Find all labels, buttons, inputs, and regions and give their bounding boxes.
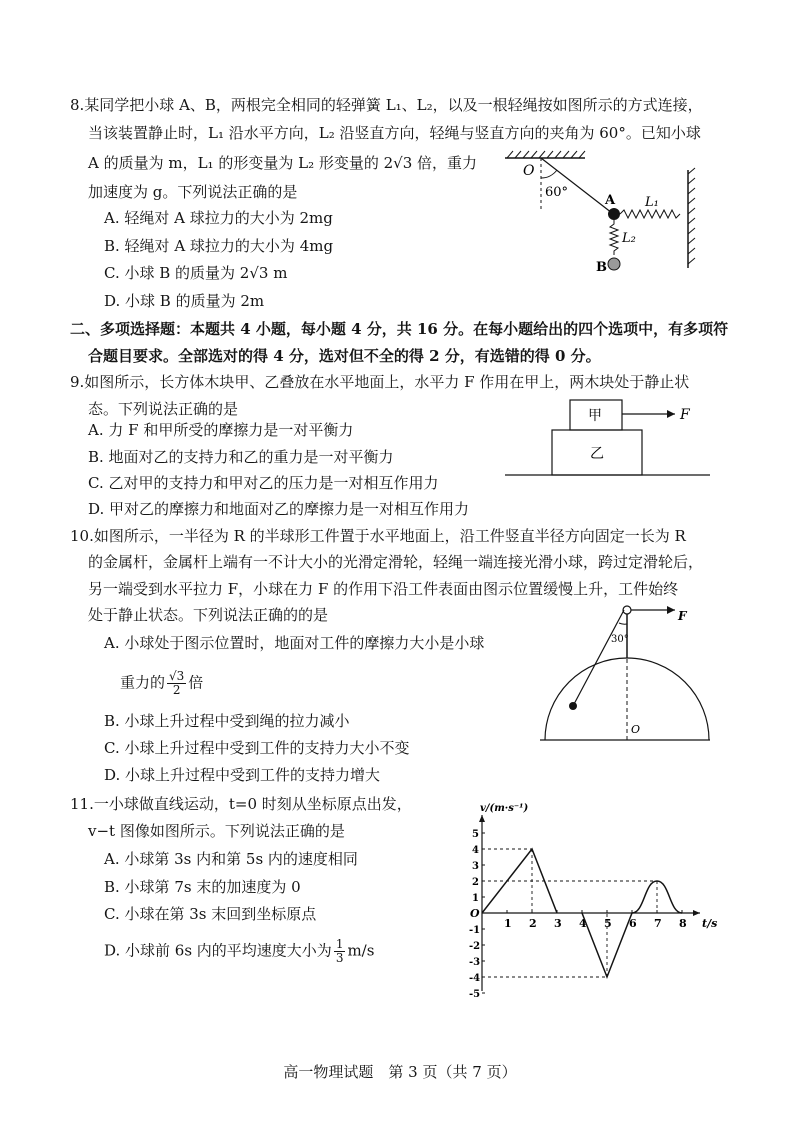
q9-stem-line1: 9.如图所示，长方体木块甲、乙叠放在水平地面上，水平力 F 作用在甲上，两木块处于静止状	[70, 373, 690, 391]
q11-option-a[interactable]: A. 小球第 3s 内和第 5s 内的速度相同	[104, 850, 358, 868]
q11-vt-chart	[450, 803, 718, 1018]
q9-option-a[interactable]: A. 力 F 和甲所受的摩擦力是一对平衡力	[88, 421, 354, 439]
q11-stem-line1: 11.一小球做直线运动，t=0 时刻从坐标原点出发，	[70, 795, 412, 813]
x-axis-arrow	[693, 910, 700, 916]
q10-fraction-denominator: 2	[172, 683, 181, 697]
q8-ball-b	[608, 258, 620, 270]
q8-label-b: B	[596, 260, 607, 275]
x-tick-label: 7	[654, 917, 662, 930]
x-tick-label: 1	[504, 917, 512, 930]
x-tick-label: 4	[579, 917, 587, 930]
q9-label-force: F	[680, 407, 690, 423]
q8-option-a[interactable]: A. 轻绳对 A 球拉力的大小为 2mg	[104, 209, 333, 227]
q11-fraction-denominator: 3	[335, 951, 344, 965]
q9-figure	[500, 395, 715, 485]
q8-option-d[interactable]: D. 小球 B 的质量为 2m	[104, 292, 265, 310]
q8-figure	[495, 150, 710, 280]
q10-option-d[interactable]: D. 小球上升过程中受到工件的支持力增大	[104, 766, 381, 784]
x-tick-label: 6	[629, 917, 637, 930]
y-tick-label: 4	[472, 845, 479, 856]
y-tick-label: 3	[472, 861, 479, 872]
q10-option-b[interactable]: B. 小球上升过程中受到绳的拉力减小	[104, 712, 350, 730]
q10-ball	[569, 702, 577, 710]
q8-label-l2: L₂	[622, 231, 636, 246]
y-tick-label: -2	[469, 941, 481, 952]
q10-option-c[interactable]: C. 小球上升过程中受到工件的支持力大小不变	[104, 739, 410, 757]
q10-hemisphere	[545, 658, 709, 740]
q9-option-c[interactable]: C. 乙对甲的支持力和甲对乙的压力是一对相互作用力	[88, 474, 439, 492]
y-tick-label: 2	[472, 877, 479, 888]
q11-option-d-prefix: D. 小球前 6s 内的平均速度大小为	[104, 941, 332, 960]
series-line-3	[632, 881, 682, 913]
chart-x-axis-label: t/s	[702, 917, 718, 930]
y-tick-label: -1	[469, 925, 481, 936]
x-tick-label: 5	[604, 917, 612, 930]
x-tick-label: 3	[554, 917, 562, 930]
q8-stem-line2: 当该装置静止时，L₁ 沿水平方向，L₂ 沿竖直方向，轻绳与竖直方向的夹角为 60°。已知小球	[88, 124, 701, 142]
q10-pulley	[623, 606, 631, 614]
q11-option-b[interactable]: B. 小球第 7s 末的加速度为 0	[104, 878, 301, 896]
section-2-heading-line1: 二、多项选择题：本题共 4 小题，每小题 4 分，共 16 分。在每小题给出的四个选项中，有多项符	[70, 320, 729, 338]
q11-fraction	[334, 938, 346, 965]
q9-label-bottom: 乙	[590, 446, 604, 462]
q8-label-a: A	[605, 193, 616, 208]
x-tick-label: 8	[679, 917, 687, 930]
q10-stem-line2: 的金属杆，金属杆上端有一不计大小的光滑定滑轮，轻绳一端连接光滑小球，跨过定滑轮后，	[88, 553, 704, 571]
q11-option-d[interactable]	[104, 938, 374, 965]
chart-y-axis-label: v/(m·s⁻¹)	[480, 803, 529, 814]
q10-option-a-prefix: 重力的	[120, 673, 166, 692]
q9-stem-line2: 态。下列说法正确的是	[88, 400, 239, 418]
q11-fraction-numerator: 1	[335, 937, 344, 951]
q11-stem-line2: v−t 图像如图所示。下列说法正确的是	[88, 822, 345, 840]
q8-ball-a	[608, 208, 620, 220]
y-tick-label: 1	[472, 893, 479, 904]
q10-option-a-line1[interactable]: A. 小球处于图示位置时，地面对工件的摩擦力大小是小球	[104, 634, 485, 652]
q8-label-o: O	[523, 163, 535, 179]
q10-label-force: F	[678, 609, 687, 623]
q10-stem-line3: 另一端受到水平拉力 F，小球在力 F 的作用下沿工件表面由图示位置缓慢上升，工件始终	[88, 580, 679, 598]
q10-figure	[535, 600, 710, 745]
chart-ticks	[469, 829, 687, 1000]
q8-option-b[interactable]: B. 轻绳对 A 球拉力的大小为 4mg	[104, 237, 334, 255]
y-tick-label: -5	[469, 989, 481, 1000]
q9-option-b[interactable]: B. 地面对乙的支持力和乙的重力是一对平衡力	[88, 448, 394, 466]
q10-option-a-suffix: 倍	[188, 673, 204, 692]
section-2-heading-line2: 合题目要求。全部选对的得 4 分，选对但不全的得 2 分，有选错的得 0 分。	[88, 347, 601, 365]
q10-fraction-numerator: √3	[169, 669, 185, 683]
page-footer: 高一物理试题 第 3 页（共 7 页）	[283, 1063, 517, 1081]
q9-option-d[interactable]: D. 甲对乙的摩擦力和地面对乙的摩擦力是一对相互作用力	[88, 500, 470, 518]
q10-label-angle: 30°	[611, 634, 629, 645]
y-tick-label: 5	[472, 829, 479, 840]
q8-stem-line1: 8.某同学把小球 A、B，两根完全相同的轻弹簧 L₁、L₂，以及一根轻绳按如图所示的方式连接，	[70, 96, 703, 114]
y-axis-arrow	[479, 815, 485, 822]
y-tick-label: -3	[469, 957, 481, 968]
q10-stem-line4: 处于静止状态。下列说法正确的的是	[88, 606, 329, 624]
q10-stem-line1: 10.如图所示，一半径为 R 的半球形工件置于水平地面上，沿工件竖直半径方向固定一长为 R	[70, 527, 686, 545]
y-tick-label: -4	[469, 973, 481, 984]
q8-label-l1: L₁	[645, 195, 659, 210]
q10-option-a-line2[interactable]	[120, 670, 203, 697]
q8-label-angle: 60°	[545, 185, 569, 200]
q8-option-c[interactable]: C. 小球 B 的质量为 2√3 m	[104, 264, 288, 282]
q11-option-c[interactable]: C. 小球在第 3s 末回到坐标原点	[104, 905, 317, 923]
q8-stem-line3: A 的质量为 m，L₁ 的形变量为 L₂ 形变量的 2√3 倍，重力	[88, 154, 478, 172]
q9-label-top: 甲	[588, 408, 602, 424]
q10-label-o: O	[631, 723, 641, 736]
chart-axes	[479, 815, 700, 991]
chart-origin-label: O	[470, 907, 480, 920]
q10-fraction	[167, 670, 186, 697]
q8-stem-line4: 加速度为 g。下列说法正确的是	[88, 183, 298, 201]
q11-option-d-suffix: m/s	[347, 941, 375, 960]
x-tick-label: 2	[529, 917, 537, 930]
